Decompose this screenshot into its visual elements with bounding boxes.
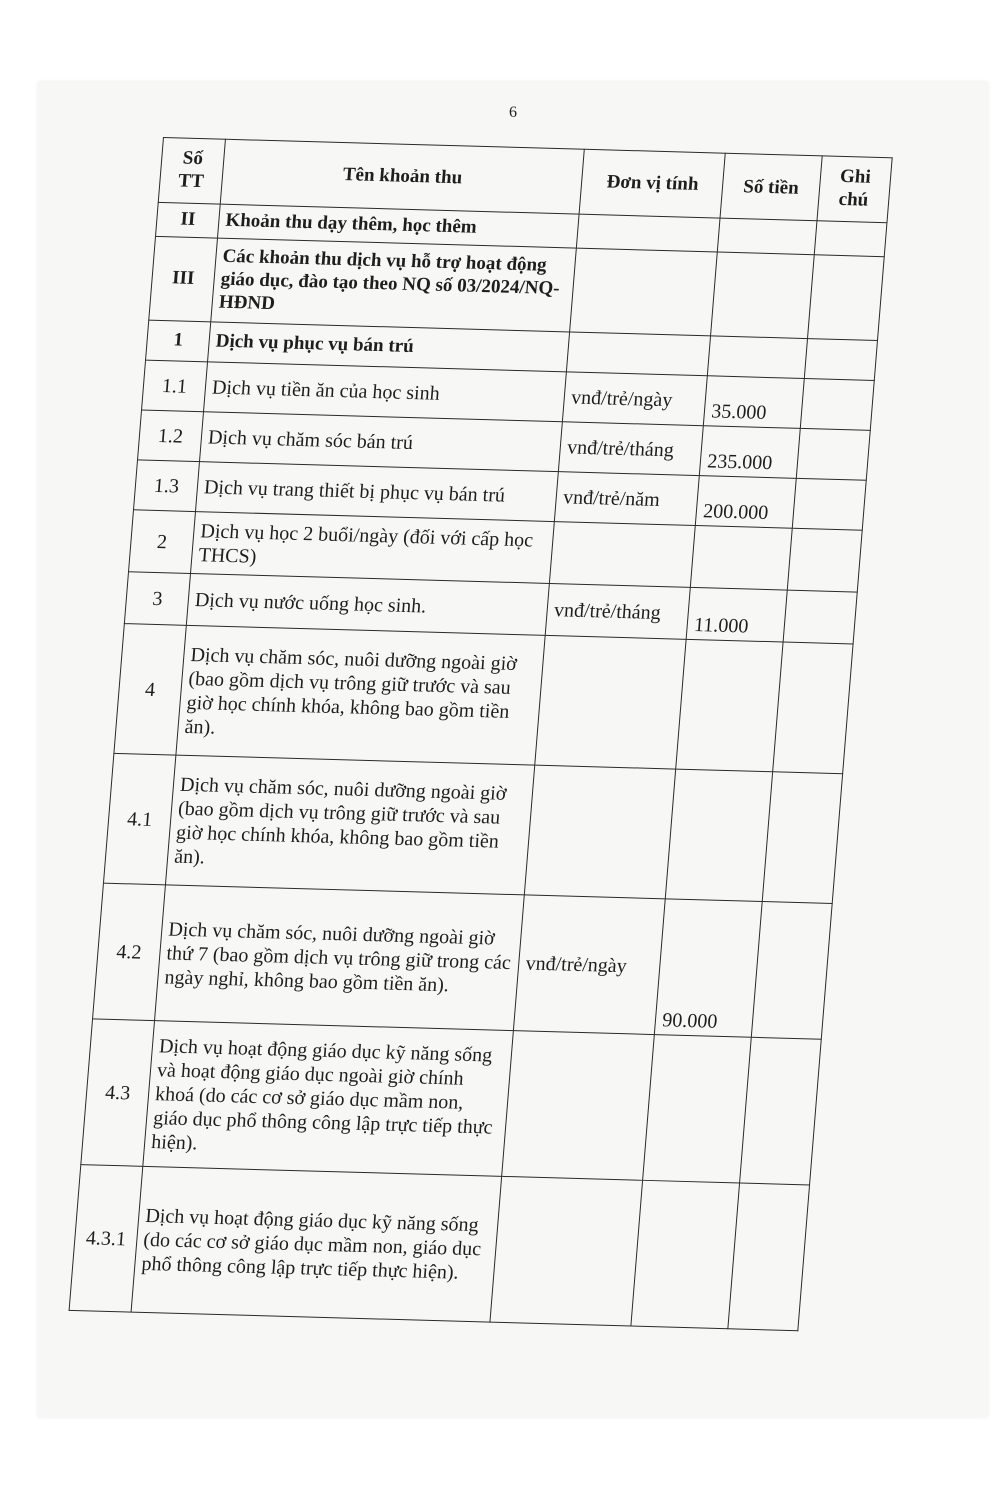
table-body [69,202,887,1330]
table-row [69,1165,809,1331]
row-amount [691,526,792,591]
row-note [792,478,866,530]
row-stt: 2 [129,510,196,574]
row-name: Dịch vụ phục vụ bán trú [208,322,570,372]
row-amount [711,252,814,339]
row-unit [550,522,696,588]
row-unit: vnđ/trẻ/năm [555,472,700,526]
row-name: Dịch vụ hoạt động giáo dục kỹ năng sống và hoạt động giáo dục ngoài giờ chính khoá (do các cơ sở giáo dục mầm non, giáo dục phổ thông công lập trực tiếp thực hiện). [143,1021,514,1177]
row-note [762,772,843,904]
row-stt: 1.2 [138,410,204,462]
row-unit [577,214,721,252]
row-amount [708,336,807,379]
row-stt: 4.3.1 [69,1165,143,1312]
row-note [739,1037,821,1185]
row-name: Dịch vụ chăm sóc bán trú [200,412,563,472]
table-row [103,753,842,903]
header-stt: Số TT [158,138,225,205]
row-stt: 4.1 [103,753,176,884]
row-unit [535,635,686,769]
row-stt: 1.1 [142,360,208,412]
row-unit: vnđ/trẻ/tháng [559,422,704,476]
row-stt: 4.3 [81,1019,155,1166]
row-unit [570,248,718,336]
row-unit [502,1031,655,1181]
row-stt: 4 [114,624,187,755]
row-amount: 35.000 [704,376,804,429]
row-name: Các khoản thu dịch vụ hỗ trợ hoạt động giáo dục, đào tạo theo NQ số 03/2024/NQ-HĐND [211,238,577,332]
row-stt: III [149,236,218,322]
header-amount: Số tiền [720,153,821,221]
document-page [38,82,988,1417]
row-amount: 200.000 [696,476,796,529]
row-note [727,1183,809,1331]
row-amount [718,218,817,255]
row-name: Dịch vụ trang thiết bị phục vụ bán trú [196,462,559,522]
row-amount [631,1180,739,1328]
row-note [800,378,874,430]
row-note [796,428,870,480]
row-name: Dịch vụ chăm sóc, nuôi dưỡng ngoài giờ (bao gồm dịch vụ trông giữ trước và sau giờ học chính khóa, không bao gồm tiền ăn). [166,755,536,895]
row-unit: vnđ/trẻ/ngày [514,895,666,1035]
table-row [81,1019,821,1185]
table-wrapper [69,137,893,1331]
header-note: Ghi chú [817,156,893,223]
header-unit: Đơn vị tính [579,149,725,218]
row-amount: 90.000 [655,899,762,1037]
row-note [772,642,853,774]
row-note [783,590,858,644]
row-unit [525,765,676,899]
row-name: Khoản thu dạy thêm, học thêm [218,204,580,248]
row-name: Dịch vụ hoạt động giáo dục kỹ năng sống (do các cơ sở giáo dục mầm non, giáo dục phổ thông công lập trực tiếp thực hiện). [131,1166,502,1322]
row-unit [490,1176,643,1326]
row-amount [643,1035,751,1183]
row-amount: 11.000 [686,587,786,642]
row-amount [666,769,773,901]
row-stt: 3 [124,572,190,626]
row-unit: vnđ/trẻ/ngày [563,372,708,426]
row-note [804,339,878,381]
row-stt: 4.2 [93,883,166,1020]
row-name: Dịch vụ tiền ăn của học sinh [204,362,567,422]
row-unit [567,332,711,376]
table-row [93,883,833,1039]
row-amount [676,639,783,771]
row-name: Dịch vụ chăm sóc, nuôi dưỡng ngoài giờ thứ 7 (bao gồm dịch vụ trông giữ trong các ngày nghỉ, không bao gồm tiền ăn). [155,885,525,1031]
row-name: Dịch vụ học 2 buổi/ngày (đối với cấp học THCS) [191,512,555,584]
row-note [807,255,884,341]
row-stt: 1 [146,320,211,362]
row-stt: 1.3 [134,460,200,512]
row-note [787,528,862,592]
row-note [751,902,832,1040]
row-name: Dịch vụ chăm sóc, nuôi dưỡng ngoài giờ (bao gồm dịch vụ trông giữ trước và sau giờ học chính khóa, không bao gồm tiền ăn). [176,625,546,765]
table-row [114,624,853,774]
fee-table [69,137,893,1331]
row-name: Dịch vụ nước uống học sinh. [186,573,549,635]
row-amount: 235.000 [700,426,800,479]
row-stt: II [156,202,221,238]
page-number: 6 [509,104,517,121]
header-name: Tên khoản thu [220,139,584,214]
row-unit: vnđ/trẻ/tháng [546,583,691,639]
row-note [814,221,887,257]
